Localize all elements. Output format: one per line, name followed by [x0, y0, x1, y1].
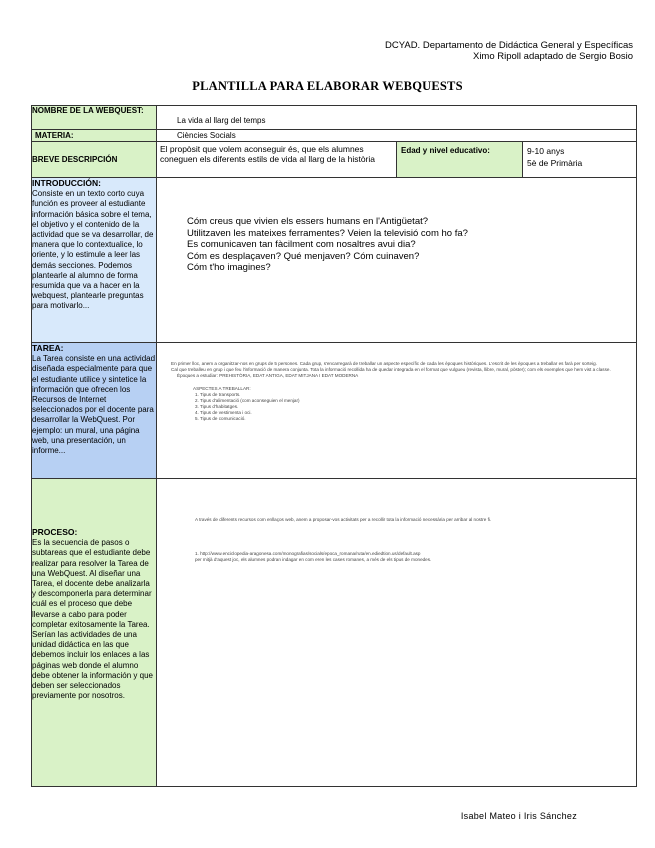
question-4: Cóm es desplaçaven? Qué menjaven? Cóm cuinaven? — [187, 250, 420, 262]
question-2: Utilitzaven les mateixes ferramentes? Veien la televisió com ho fa? — [187, 227, 468, 239]
header-author: Ximo Ripoll adaptado de Sergio Bosio — [472, 51, 633, 62]
header-department: DCYAD. Departamento de Didáctica General y Específicas — [385, 40, 633, 51]
question-5: Cóm t'ho imagines? — [187, 262, 271, 273]
descripcion-value: El propòsit que volem aconseguir és, que els alumnes coneguen els diferents estils de vida al llarg de la història — [157, 142, 397, 178]
proceso-heading: PROCESO: — [32, 527, 78, 537]
introduccion-description — [32, 178, 157, 343]
aspect-4: 4. Tipus de vestimenta i oci. — [195, 410, 252, 415]
introduccion-heading: INTRODUCCIÓN: — [32, 178, 101, 188]
tarea-heading: TAREA: — [32, 343, 64, 353]
aspect-5: 5. Tipus de comunicació. — [195, 416, 246, 421]
tarea-paragraph-3: Èpoques a estudiar: PREHISTÒRIA, EDAT ANTIGA, EDAT MITJANA I EDAT MODERNA — [177, 373, 359, 378]
proceso-content — [157, 479, 637, 787]
row-introduccion — [32, 178, 637, 343]
page-title: PLANTILLA PARA ELABORAR WEBQUESTS — [192, 79, 463, 93]
row-tarea — [32, 343, 637, 479]
row-descripcion — [32, 142, 637, 178]
proceso-link-description: per mitjà d'aquest joc, els alumnes podran indagar en com eren les cases romanes, a més de els tipus de monedes. — [195, 557, 432, 562]
row-nombre — [32, 106, 637, 130]
webquest-table — [31, 105, 637, 787]
aspect-3: 3. Tipus d'habitatges. — [195, 404, 239, 409]
aspect-2: 2. Tipus d'alimentació (com aconseguien el menjar) — [195, 398, 300, 403]
proceso-intro: A través de diferents recursos com enllaços web, anem a proposar-vos activitats per a recollir tota la informació necessària per arribar al nostre fi. — [195, 517, 492, 522]
aspects-title: ASPECTES A TREBALLAR: — [193, 386, 251, 391]
document-footer: Isabel Mateo i Iris Sánchez — [460, 811, 577, 821]
materia-label: MATERIA: — [32, 130, 157, 142]
tarea-paragraph-2: Cal que treballeu en grup i que feu l'informació de manera conjunta. Tota la informació recollida ha de quedar integrada en el format que vulgueu (revista, llibre, mural, pòster); com els exemples que hem vist a classe. — [171, 367, 611, 372]
proceso-link-1[interactable]: 1. http://www.enciclopedia-aragonesa.com/monografias/socials/epoca_romana/ruta/en.ediedtion.us/default.asp — [195, 551, 421, 556]
descripcion-label: BREVE DESCRIPCIÓN — [32, 142, 157, 178]
materia-value: Ciències Socials — [157, 130, 637, 142]
nombre-label: NOMBRE DE LA WEBQUEST: — [32, 106, 157, 130]
tarea-paragraph-1: En primer lloc, anem a organitzar-nos en grups de 5 persones. Cada grup, s'encarregarà de treballar un aspecte específic de cada les èpoques històriques. L'escrit de les èpoques a treballar es farà per sorteig. — [171, 361, 597, 366]
proceso-text: Es la secuencia de pasos o subtareas que el estudiante debe realizar para resolver la Tarea de una WebQuest. Al diseñar una Tarea, el docente debe analizarla y descomponerla para determinar cuál es el proceso que debe llevarse a cabo para poder completar exitosamente la Tarea. Serían las actividades de una unidad didáctica en las que debemos incluir los enlaces a las páginas web donde el alumno debe obtener la información y que deben ser seleccionados previamente por nosotros. — [32, 538, 153, 701]
row-materia — [32, 130, 637, 142]
aspect-1: 1. Tipus de transports. — [195, 392, 241, 397]
edad-value-age: 9-10 anys — [527, 146, 565, 156]
question-3: Es comunicaven tan fàcilment com nosaltres avui dia? — [187, 239, 416, 250]
proceso-description — [32, 479, 157, 787]
document-header — [385, 40, 633, 62]
row-proceso — [32, 479, 637, 787]
introduccion-text: Consiste en un texto corto cuya función es proveer al estudiante información básica sobre el tema, el objetivo y el contenido de la actividad que se va desarrollar, de manera que lo contextualice, lo oriente, y lo estimule a leer las demás secciones. Podemos plantearle al alumno de forma resumida que va a hacer en la webquest, plantearle preguntas para motivarlo... — [32, 189, 154, 311]
tarea-description — [32, 343, 157, 479]
nombre-value: La vida al llarg del temps — [157, 106, 637, 130]
edad-value — [523, 142, 637, 178]
edad-label: Edad y nivel educativo: — [397, 142, 523, 178]
tarea-content — [157, 343, 637, 479]
introduccion-content — [157, 178, 637, 343]
edad-value-level: 5è de Primària — [527, 158, 583, 168]
tarea-text: La Tarea consiste en una actividad diseñada especialmente para que el estudiante utilice y sintetice la información que ofrecen los Recursos de Internet seleccionados por el docente para desarrollar la WebQuest. Por ejemplo: un mural, una página web, una presentación, un informe... — [32, 354, 156, 456]
question-1: Cóm creus que vivien els essers humans en l'Antigüetat? — [187, 216, 429, 227]
